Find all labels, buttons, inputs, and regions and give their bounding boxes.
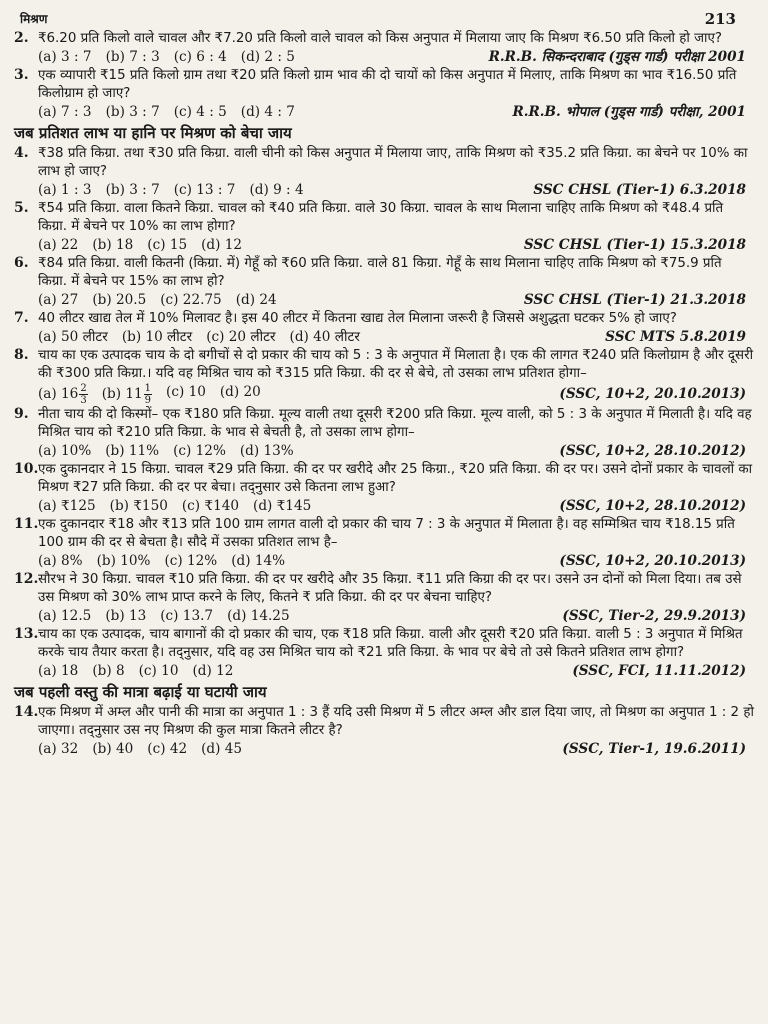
options-list — [38, 552, 285, 571]
question-text: एक मिश्रण में अम्ल और पानी की मात्रा का अनुपात 1 : 3 हैं यदि उसी मिश्रण में 5 लीटर अम्ल और डाल दिया जाए, तो मिश्रण का अनुपात 1 : 2 हो जाएगा। तद्नुसार उस नए मिश्रण की कुल मात्रा कितने लीटर है? — [38, 705, 754, 738]
question-number: 12. — [14, 571, 39, 587]
option: (b) 7 : 3 — [105, 49, 160, 65]
option: (d) 4 : 7 — [240, 104, 295, 120]
options-list — [38, 103, 295, 122]
question-text: नीता चाय की दो किस्मों– एक ₹180 प्रति किग्रा. मूल्य वाली तथा दूसरी ₹200 प्रति किग्रा. मूल्य वाली, को 5 : 3 के अनुपात में मिलाती है। यदि वह मिश्रित चाय को ₹210 प्रति किग्रा. के भाव से बेचती है, तो उसका लाभ होगा– — [38, 407, 752, 440]
option: (c) 12% — [164, 553, 218, 569]
question-list — [14, 30, 754, 759]
option: (d) 24 — [235, 292, 277, 308]
options-list — [38, 740, 242, 759]
option: (d) 14% — [231, 553, 286, 569]
options-row — [38, 48, 754, 67]
option: (c) 13.7 — [160, 608, 214, 624]
options-list — [38, 383, 261, 406]
option: (b) 13 — [105, 608, 147, 624]
options-row — [38, 442, 754, 461]
options-row — [38, 291, 754, 310]
option: (d) 40 लीटर — [289, 329, 360, 345]
options-row — [38, 607, 754, 626]
exam-source: SSC MTS 5.8.2019 — [605, 329, 746, 345]
exam-source: R.R.B. सिकन्दराबाद (गुड्स गार्ड) परीक्षा 2001 — [488, 49, 746, 65]
question-text: ₹54 प्रति किग्रा. वाला कितने किग्रा. चावल को ₹40 प्रति किग्रा. वाले 30 किग्रा. चावल के साथ मिलाना चाहिए ताकि मिश्रण को ₹48.4 प्रति किग्रा. में बेचने पर 10% का लाभ होगा? — [38, 201, 724, 234]
option: (c) 4 : 5 — [173, 104, 227, 120]
page-number: 213 — [704, 10, 736, 28]
options-row — [38, 103, 754, 122]
question-item — [14, 67, 754, 122]
question-text: एक व्यापारी ₹15 प्रति किलो ग्राम तथा ₹20 प्रति किलो ग्राम भाव की दो चायों को किस अनुपात में मिलाए, ताकि मिश्रण का भाव ₹16.50 प्रति किलोग्राम हो जाए? — [38, 68, 737, 101]
question-number: 13. — [14, 626, 39, 642]
option: (d) 12 — [192, 663, 234, 679]
option: (a) 27 — [38, 292, 79, 308]
option: (a) 18 — [38, 663, 79, 679]
option — [102, 383, 152, 406]
option: (a) 10% — [38, 443, 92, 459]
options-list — [38, 291, 277, 310]
option: (d) ₹145 — [253, 498, 312, 514]
question-item — [14, 461, 754, 516]
question-text: सौरभ ने 30 किग्रा. चावल ₹10 प्रति किग्रा. की दर पर खरीदे और 35 किग्रा. ₹11 प्रति किग्रा की दर पर। उसने उन दोनों को मिला दिया। तब उसे उस मिश्रण को 30% लाभ प्राप्त करने के लिए, कितने ₹ प्रति किग्रा. की दर पर बेचना चाहिए? — [38, 572, 742, 605]
options-list — [38, 442, 294, 461]
question-item — [14, 347, 754, 406]
options-row — [38, 740, 754, 759]
option: (a) 32 — [38, 741, 79, 757]
option: (b) ₹150 — [109, 498, 168, 514]
exam-source: (SSC, Tier-2, 29.9.2013) — [562, 608, 746, 624]
question-number: 6. — [14, 255, 29, 271]
option: (b) 40 — [92, 741, 134, 757]
question-item — [14, 516, 754, 571]
option: (d) 12 — [201, 237, 243, 253]
exam-source: SSC CHSL (Tier-1) 21.3.2018 — [523, 292, 746, 308]
options-row — [38, 552, 754, 571]
question-item — [14, 571, 754, 626]
question-text: ₹6.20 प्रति किलो वाले चावल और ₹7.20 प्रति किलो वाले चावल को किस अनुपात में मिलाया जाए कि मिश्रण ₹6.50 प्रति किलो हो जाए? — [38, 31, 722, 46]
question-item — [14, 145, 754, 200]
question-text: चाय का एक उत्पादक चाय के दो बगीचों से दो प्रकार की चाय को 5 : 3 के अनुपात में मिलाता है। एक की लागत ₹240 प्रति किलोग्राम है और दूसरी की ₹300 प्रति किग्रा.। यदि वह मिश्रित चाय को ₹315 प्रति किग्रा. की दर से बेचे, तो उसका लाभ प्रतिशत होगा– — [38, 348, 754, 381]
option: (a) 8% — [38, 553, 83, 569]
option-label: (d) 20 — [219, 384, 261, 400]
question-text: एक दुकानदार ने 15 किग्रा. चावल ₹29 प्रति किग्रा. की दर पर खरीदे और 25 किग्रा., ₹20 प्रति किग्रा. की दर पर। उसने दोनों प्रकार के चावलों का मिश्रण ₹27 प्रति किग्रा. की दर पर बेचा। तद्नुसार उसे कितना लाभ हुआ? — [38, 462, 753, 495]
option — [166, 383, 206, 406]
option: (c) 42 — [147, 741, 188, 757]
option: (b) 18 — [92, 237, 134, 253]
options-list — [38, 497, 311, 516]
question-number: 4. — [14, 145, 29, 161]
option: (c) 22.75 — [160, 292, 222, 308]
question-number: 5. — [14, 200, 29, 216]
options-list — [38, 328, 360, 347]
option: (d) 2 : 5 — [240, 49, 295, 65]
option — [38, 383, 88, 406]
exam-source: (SSC, FCI, 11.11.2012) — [572, 663, 746, 679]
fraction-denominator: 9 — [144, 395, 152, 406]
fraction — [79, 383, 87, 406]
option: (c) 12% — [173, 443, 226, 459]
option — [220, 383, 261, 406]
option: (b) 11% — [105, 443, 160, 459]
question-text: ₹84 प्रति किग्रा. वाली कितनी (किग्रा. में) गेहूँ को ₹60 प्रति किग्रा. वाले 81 किग्रा. गेहूँ के साथ मिलाना चाहिए ताकि मिश्रण को ₹75.9 प्रति किग्रा. में बेचने पर 15% का लाभ हो? — [38, 256, 722, 289]
chapter-title: मिश्रण — [20, 12, 48, 26]
options-row — [38, 328, 754, 347]
option-label: (b) 11 — [101, 386, 143, 402]
options-row — [38, 383, 754, 406]
option: (d) 45 — [201, 741, 243, 757]
question-item — [14, 30, 754, 67]
option: (b) 10 लीटर — [121, 329, 193, 345]
option: (c) 6 : 4 — [173, 49, 227, 65]
section-heading: जब पहली वस्तु की मात्रा बढ़ाई या घटायी जाय — [14, 683, 267, 701]
exam-source: (SSC, 10+2, 28.10.2012) — [559, 498, 746, 514]
exam-source: R.R.B. भोपाल (गुड्स गार्ड) परीक्षा, 2001 — [512, 104, 746, 120]
fraction-denominator: 3 — [80, 395, 87, 406]
options-list — [38, 607, 290, 626]
option: (a) ₹125 — [38, 498, 96, 514]
question-number: 7. — [14, 310, 29, 326]
question-item — [14, 626, 754, 681]
question-item — [14, 406, 754, 461]
fraction — [144, 383, 152, 406]
page-header — [14, 6, 754, 30]
section-heading: जब प्रतिशत लाभ या हानि पर मिश्रण को बेचा जाय — [14, 124, 292, 142]
option: (c) 10 — [138, 663, 179, 679]
question-item — [14, 200, 754, 255]
option: (b) 3 : 7 — [105, 182, 160, 198]
option: (a) 1 : 3 — [38, 182, 92, 198]
question-text: चाय का एक उत्पादक, चाय बागानों की दो प्रकार की चाय, एक ₹18 प्रति किग्रा. वाली और दूसरी ₹20 प्रति किग्रा. वाली 5 : 3 अनुपात में मिश्रित करके चाय तैयार करता है। तद्नुसार, यदि वह उस मिश्रित चाय को ₹21 प्रति किग्रा. के भाव पर बेचे तो उसे कितने प्रतिशत लाभ होगा? — [38, 627, 743, 660]
option: (b) 20.5 — [92, 292, 147, 308]
options-row — [38, 236, 754, 255]
question-item — [14, 255, 754, 310]
option: (a) 50 लीटर — [38, 329, 108, 345]
option: (a) 22 — [38, 237, 79, 253]
option: (c) 20 लीटर — [206, 329, 276, 345]
option: (b) 8 — [92, 663, 125, 679]
question-item — [14, 704, 754, 759]
option: (a) 12.5 — [38, 608, 92, 624]
options-list — [38, 236, 242, 255]
exam-source: SSC CHSL (Tier-1) 15.3.2018 — [523, 237, 746, 253]
option-label: (c) 10 — [166, 384, 206, 400]
question-number: 3. — [14, 67, 29, 83]
question-text: ₹38 प्रति किग्रा. तथा ₹30 प्रति किग्रा. वाली चीनी को किस अनुपात में मिलाया जाए, ताकि मिश्रण को ₹35.2 प्रति किग्रा. का बेचने पर 10% का लाभ हो जाए? — [38, 146, 748, 179]
option: (c) 13 : 7 — [173, 182, 236, 198]
options-row — [38, 662, 754, 681]
question-number: 2. — [14, 30, 29, 46]
options-row — [38, 181, 754, 200]
question-number: 10. — [14, 461, 39, 477]
question-item — [14, 310, 754, 347]
question-number: 9. — [14, 406, 29, 422]
question-text: 40 लीटर खाद्य तेल में 10% मिलावट है। इस 40 लीटर में कितना खाद्य तेल मिलाना जरूरी है जिससे अशुद्धता घटकर 5% हो जाए? — [38, 311, 677, 326]
option: (b) 3 : 7 — [105, 104, 160, 120]
exam-source: (SSC, 10+2, 20.10.2013) — [559, 553, 746, 569]
option: (a) 7 : 3 — [38, 104, 92, 120]
option: (d) 9 : 4 — [249, 182, 304, 198]
option: (c) ₹140 — [181, 498, 240, 514]
option-label: (a) 16 — [38, 386, 79, 402]
option: (c) 15 — [147, 237, 188, 253]
option: (a) 3 : 7 — [38, 49, 92, 65]
fraction-numerator: 1 — [144, 383, 152, 394]
options-list — [38, 662, 233, 681]
options-list — [38, 48, 295, 67]
option: (d) 13% — [239, 443, 294, 459]
option: (b) 10% — [96, 553, 151, 569]
question-text: एक दुकानदार ₹18 और ₹13 प्रति 100 ग्राम लागत वाली दो प्रकार की चाय 7 : 3 के अनुपात में मिलाता है। वह सम्मिश्रित चाय ₹18.15 प्रति 100 ग्राम की दर से बेचता है। सौदे में उसका प्रतिशत लाभ है– — [38, 517, 735, 550]
question-number: 14. — [14, 704, 39, 720]
exam-source: (SSC, Tier-1, 19.6.2011) — [562, 741, 746, 757]
question-number: 11. — [14, 516, 39, 532]
exam-source: SSC CHSL (Tier-1) 6.3.2018 — [533, 182, 746, 198]
exam-source: (SSC, 10+2, 28.10.2012) — [559, 443, 746, 459]
options-list — [38, 181, 304, 200]
options-row — [38, 497, 754, 516]
option: (d) 14.25 — [227, 608, 290, 624]
question-number: 8. — [14, 347, 29, 363]
exam-source: (SSC, 10+2, 20.10.2013) — [559, 386, 746, 402]
fraction-numerator: 2 — [80, 383, 87, 394]
